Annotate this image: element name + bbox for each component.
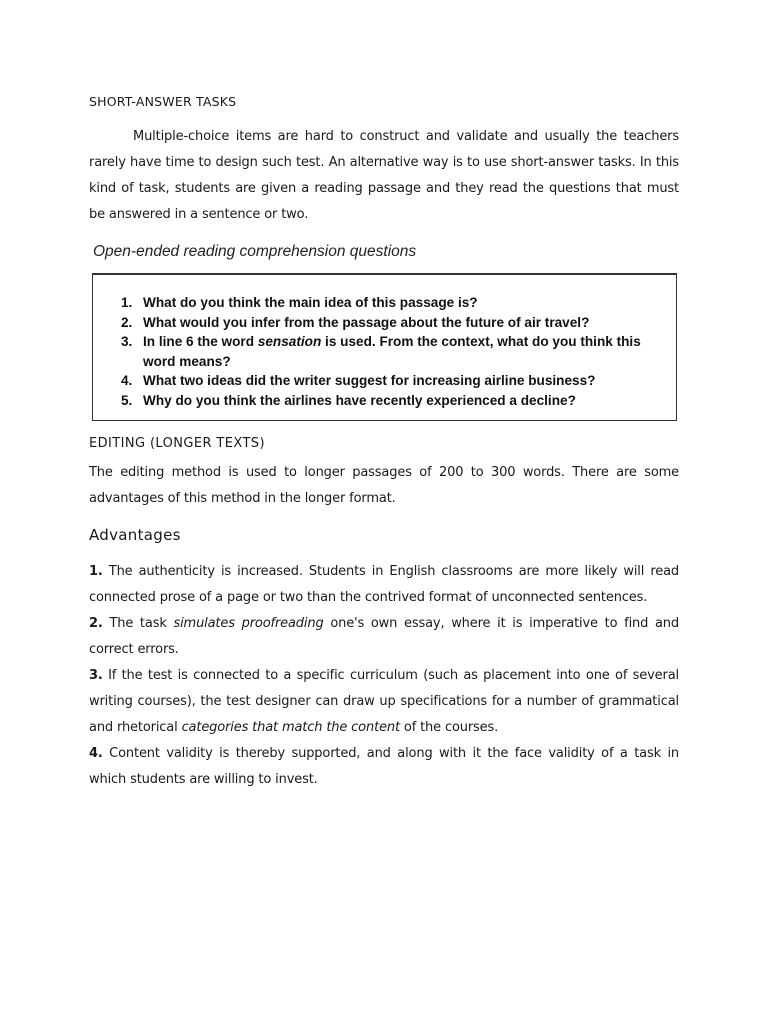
advantage-text: Content validity is thereby supported, and along with it the face validity of a task in which students are willing to invest. (89, 746, 679, 787)
figure-title: Open-ended reading comprehension questions (93, 243, 417, 260)
question-text: What would you infer from the passage about the future of air travel? (143, 314, 590, 330)
advantage-text-before: The task (102, 616, 174, 631)
section-heading-short-answer: SHORT-ANSWER TASKS (89, 94, 237, 109)
question-text: Why do you think the airlines have recently experienced a decline? (143, 392, 576, 408)
advantage-text-italic: simulates proofreading (173, 616, 324, 631)
question-item (121, 313, 663, 333)
question-item (121, 371, 663, 391)
advantage-item (89, 741, 679, 793)
questions-box (92, 273, 677, 421)
question-number: 4. (121, 373, 133, 388)
advantage-text-italic: categories that match the content (181, 720, 400, 735)
question-number: 2. (121, 314, 133, 330)
advantage-number: 3. (89, 668, 103, 683)
advantage-item (89, 663, 679, 741)
intro-paragraph: Multiple-choice items are hard to construct and validate and usually the teachers rarely have time to design such test. An alternative way is to use short-answer tasks. In this kind of task, students are given a reading passage and they read the questions that must be answered in a sentence or two. (89, 129, 679, 222)
question-text-after: is used. From the context, what do you think this word means? (143, 334, 641, 369)
advantages-heading: Advantages (89, 526, 181, 544)
question-number: 1. (121, 295, 133, 310)
question-number: 3. (121, 334, 133, 349)
questions-list (121, 293, 663, 410)
advantages-list (89, 559, 679, 793)
question-item (121, 332, 663, 371)
advantage-text: The authenticity is increased. Students in English classrooms are more likely will read connected prose of a page or two than the contrived format of unconnected sentences. (89, 564, 679, 605)
question-text: What do you think the main idea of this passage is? (143, 295, 478, 310)
editing-paragraph: The editing method is used to longer passages of 200 to 300 words. There are some advantages of this method in the longer format. (89, 465, 679, 506)
advantage-number: 1. (89, 564, 103, 579)
question-item (121, 293, 663, 313)
advantage-number: 4. (89, 746, 103, 761)
question-text: What two ideas did the writer suggest for increasing airline business? (143, 373, 596, 388)
advantage-text-after: one's own essay, where it is imperative to find and correct errors. (89, 616, 679, 657)
advantage-item (89, 559, 679, 611)
advantage-number: 2. (89, 616, 103, 631)
question-item (121, 391, 663, 411)
section-heading-editing: EDITING (LONGER TEXTS) (89, 436, 265, 451)
advantage-item (89, 611, 679, 663)
advantage-text-before: If the test is connected to a specific curriculum (such as placement into one of several writing courses), the test designer can draw up specifications for a number of grammatical and rhetorical (89, 668, 679, 735)
question-text-italic: sensation (257, 334, 322, 349)
advantage-text-after: of the courses. (399, 720, 499, 735)
question-number: 5. (121, 392, 133, 408)
question-text-before: In line 6 the word (143, 334, 258, 349)
